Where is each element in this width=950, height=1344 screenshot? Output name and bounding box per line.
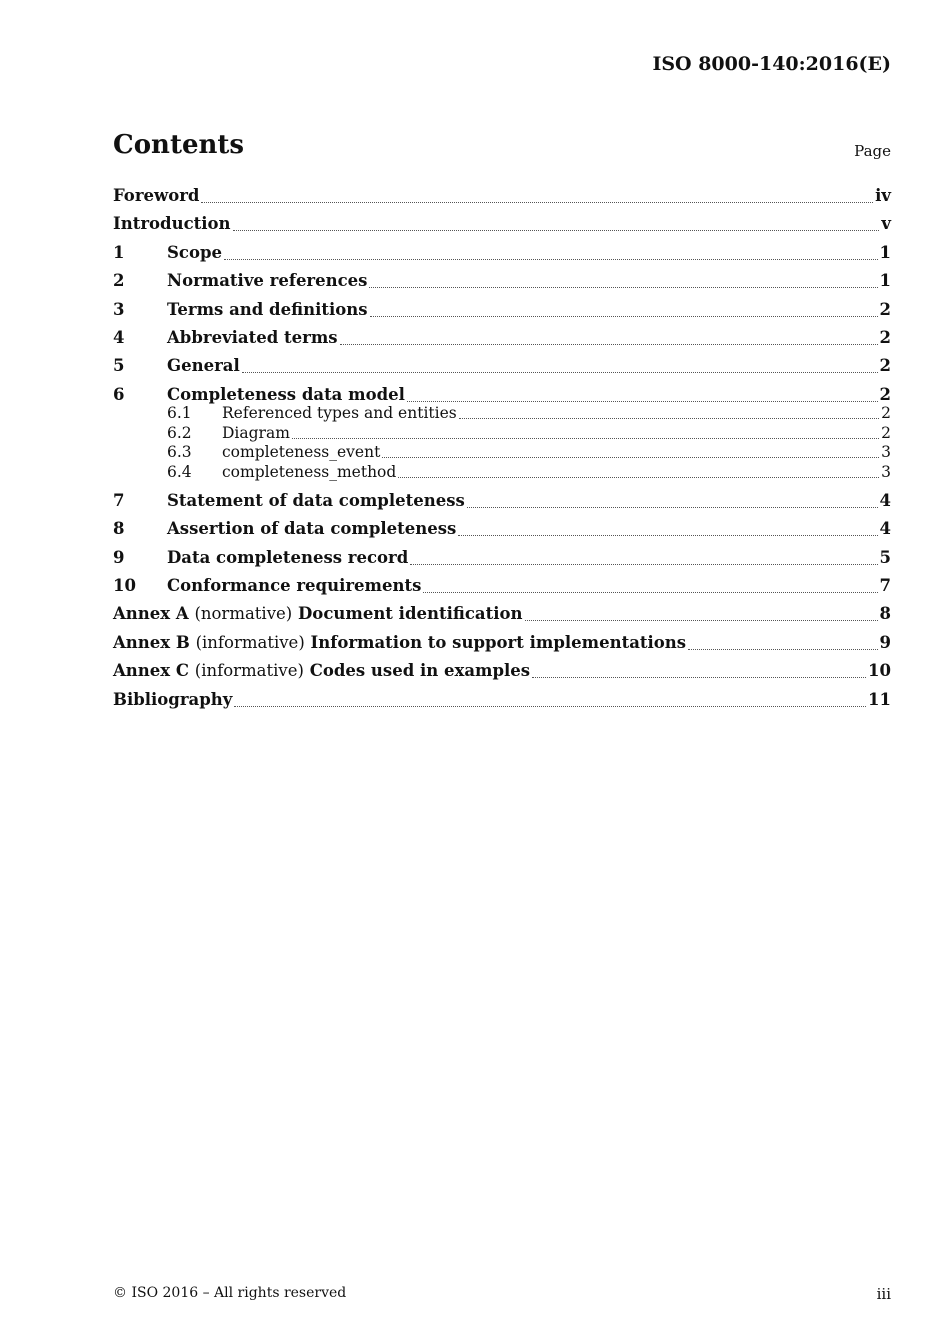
toc-entry[interactable] <box>113 243 891 265</box>
toc-number: 4 <box>113 328 125 347</box>
contents-heading: Contents <box>113 130 245 160</box>
toc-number: 6.2 <box>167 423 192 442</box>
dot-leader <box>407 401 878 402</box>
toc-subentry[interactable] <box>113 463 891 483</box>
toc-entry[interactable] <box>113 661 891 683</box>
toc-title <box>167 576 421 595</box>
toc-title-text: Conformance requirements <box>167 576 422 595</box>
toc-page-number: 2 <box>879 299 891 319</box>
toc-number: 3 <box>113 299 125 319</box>
toc-title <box>167 300 368 319</box>
toc-page-number: 2 <box>879 384 891 404</box>
toc-title <box>167 243 222 262</box>
dot-leader <box>458 535 877 536</box>
toc-number: 6.3 <box>167 443 192 462</box>
toc-title <box>222 404 457 422</box>
toc-title <box>222 463 396 481</box>
toc-number: 10 <box>113 576 136 595</box>
toc-page-number: 9 <box>879 632 891 652</box>
toc-title <box>222 424 290 442</box>
toc-entry[interactable] <box>113 328 891 350</box>
toc-title-text: General <box>167 356 240 376</box>
toc-title <box>113 604 523 623</box>
toc-number: 6 <box>113 384 125 404</box>
toc-page-number: 2 <box>881 404 891 423</box>
toc-page-number: 2 <box>879 356 891 376</box>
dot-leader <box>532 677 866 678</box>
toc-title <box>113 690 232 709</box>
dot-leader <box>201 202 873 203</box>
annex-type: (normative) <box>194 604 293 624</box>
toc-title-text: Referenced types and entities <box>222 404 457 423</box>
toc-page-number: 7 <box>879 576 891 595</box>
toc-title <box>113 633 686 652</box>
dot-leader <box>224 259 878 260</box>
annex-label: Annex B <box>113 632 190 652</box>
toc-number: 7 <box>113 490 125 510</box>
toc-title-text: completeness_method <box>222 462 397 481</box>
dot-leader <box>233 230 880 231</box>
toc-entry[interactable] <box>113 519 891 541</box>
toc-title-text: Data completeness record <box>167 547 409 567</box>
annex-type: (informative) <box>194 661 304 681</box>
toc-page-number: 4 <box>879 519 891 539</box>
dot-leader <box>410 564 877 565</box>
dot-leader <box>234 706 866 707</box>
dot-leader <box>369 287 877 288</box>
toc-entry[interactable] <box>113 604 891 626</box>
toc-entry[interactable] <box>113 271 891 293</box>
toc-title-text: Terms and definitions <box>167 299 368 319</box>
dot-leader <box>370 316 878 317</box>
toc-page-number: 2 <box>879 328 891 347</box>
toc-title-text: Scope <box>167 242 223 262</box>
dot-leader <box>382 457 879 458</box>
page-column-label: Page <box>854 142 891 160</box>
toc-title <box>167 356 240 375</box>
document-id: ISO 8000-140:2016(E) <box>652 53 891 75</box>
toc-title-text: Diagram <box>222 423 290 442</box>
toc-entry[interactable] <box>113 690 891 712</box>
toc-page-number: 8 <box>879 604 891 624</box>
toc-subentry[interactable] <box>113 443 891 463</box>
toc-subentry[interactable] <box>113 424 891 444</box>
dot-leader <box>242 372 878 373</box>
toc-number: 6.4 <box>167 462 192 481</box>
toc-title-text: Introduction <box>113 214 231 234</box>
toc-title-text: Normative references <box>167 271 368 291</box>
toc-number: 2 <box>113 271 125 291</box>
toc-subentry[interactable] <box>113 404 891 424</box>
toc-title-text: Completeness data model <box>167 384 405 404</box>
toc-title <box>167 385 405 404</box>
toc-title <box>167 328 338 347</box>
toc-title-text: Foreword <box>113 186 200 205</box>
toc-page-number: iv <box>875 186 891 205</box>
toc-page-number: 1 <box>879 242 891 262</box>
toc-page-number: 1 <box>879 271 891 291</box>
annex-label: Annex C <box>113 661 190 681</box>
copyright-footer: © ISO 2016 – All rights reserved <box>113 1285 347 1301</box>
toc-number: 1 <box>113 242 125 262</box>
toc-page-number: 10 <box>868 661 891 681</box>
toc-title-text: Abbreviated terms <box>167 328 338 347</box>
dot-leader <box>292 438 879 439</box>
toc-page-number: 3 <box>881 462 891 481</box>
toc-title-text: Document identification <box>298 604 523 624</box>
toc-entry[interactable] <box>113 576 891 598</box>
toc-entry[interactable] <box>113 356 891 378</box>
dot-leader <box>423 592 877 593</box>
toc-title-text: Bibliography <box>113 689 233 709</box>
dot-leader <box>340 344 878 345</box>
toc-title-text: Information to support implementations <box>310 632 687 652</box>
toc-title-text: completeness_event <box>222 443 381 462</box>
toc-entry[interactable] <box>113 633 891 655</box>
toc-page-number: v <box>881 214 891 234</box>
toc-title <box>167 548 408 567</box>
dot-leader <box>688 649 877 650</box>
toc-page-number: 5 <box>879 547 891 567</box>
toc-entry[interactable] <box>113 186 891 208</box>
toc-number: 5 <box>113 356 125 376</box>
toc-number: 9 <box>113 547 125 567</box>
toc-page-number: 3 <box>881 443 891 462</box>
toc-entry[interactable] <box>113 214 891 236</box>
dot-leader <box>459 418 879 419</box>
toc-title <box>167 519 456 538</box>
annex-label: Annex A <box>113 604 189 624</box>
toc-title <box>222 443 380 461</box>
dot-leader <box>398 477 879 478</box>
dot-leader <box>467 507 878 508</box>
toc-page-number: 11 <box>868 689 891 709</box>
toc-page-number: 4 <box>879 490 891 510</box>
toc-entry[interactable] <box>113 300 891 322</box>
toc-entry[interactable] <box>113 491 891 513</box>
toc-title <box>167 491 465 510</box>
toc-page-number: 2 <box>881 423 891 442</box>
toc-title-text: Codes used in examples <box>309 661 531 681</box>
toc-title <box>113 186 199 205</box>
toc-title <box>113 214 231 233</box>
toc-entry[interactable] <box>113 548 891 570</box>
toc-title <box>167 271 367 290</box>
toc-number: 6.1 <box>167 404 192 423</box>
annex-type: (informative) <box>195 632 305 652</box>
toc-title-text: Assertion of data completeness <box>167 519 457 539</box>
toc-title-text: Statement of data completeness <box>167 490 465 510</box>
dot-leader <box>525 620 878 621</box>
toc-number: 8 <box>113 519 125 539</box>
toc-title <box>113 661 530 680</box>
page-number: iii <box>876 1285 891 1303</box>
